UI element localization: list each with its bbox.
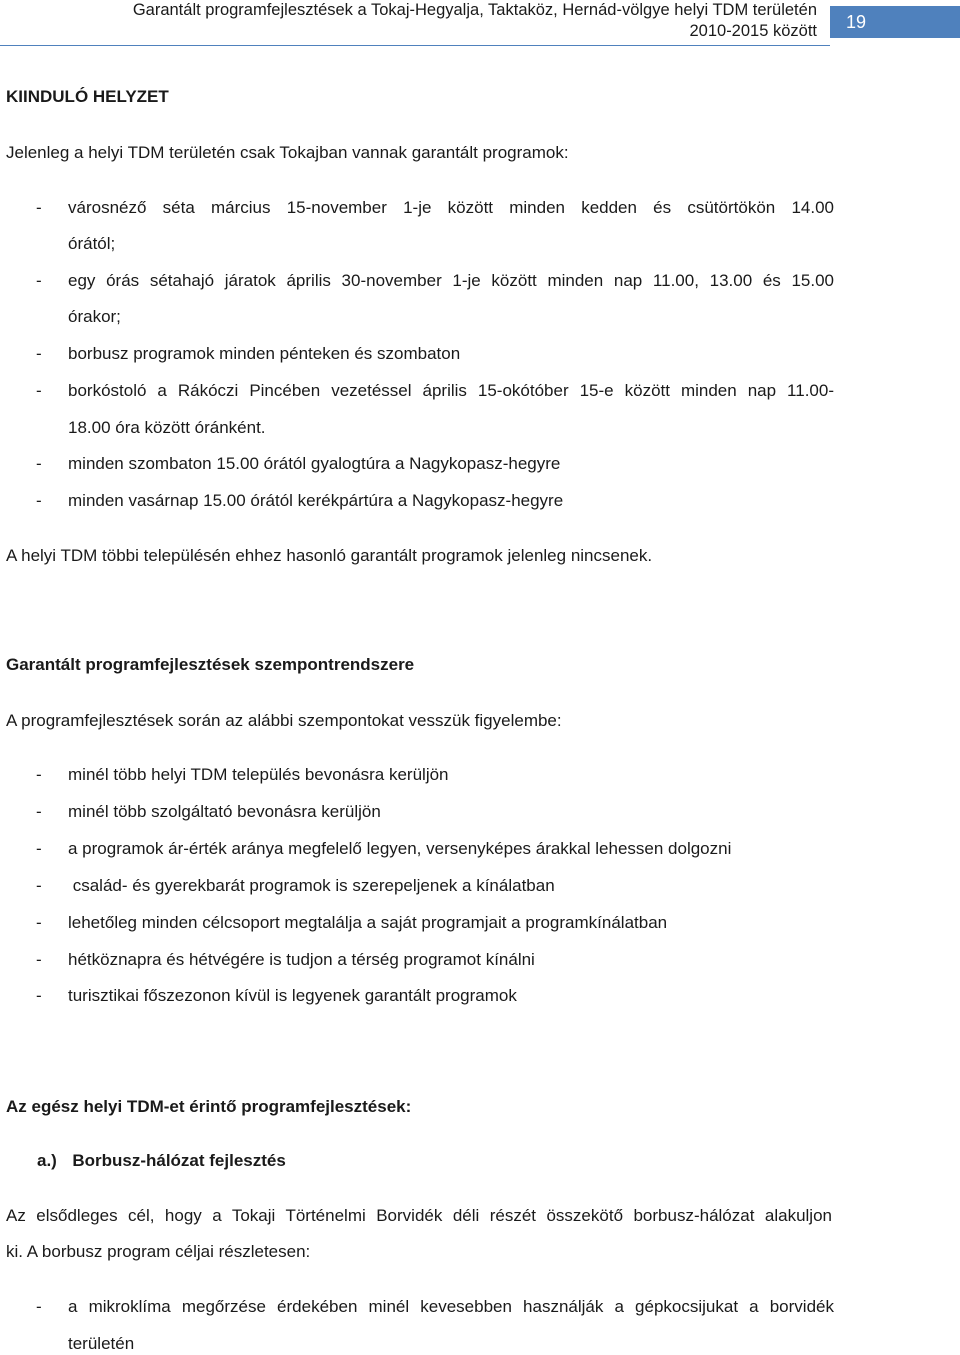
list-dash: -: [36, 198, 42, 217]
list-item-text: turisztikai főszezonon kívül is legyenek garantált programok: [68, 986, 517, 1005]
list-dash: -: [36, 271, 42, 290]
list-item-continuation: területén: [68, 1334, 135, 1353]
list-item-text: városnéző séta március 15-november 1-je között minden kedden és csütörtökön 14.00: [68, 198, 834, 217]
subsection-marker: a.): [37, 1151, 57, 1170]
list-item-text: minden szombaton 15.00 órától gyalogtúra a Nagykopasz-hegyre: [68, 454, 561, 473]
subsection-title: Borbusz-hálózat fejlesztés: [72, 1151, 286, 1170]
page-number: 19: [830, 6, 960, 38]
list-item-text: család- és gyerekbarát programok is szerepeljenek a kínálatban: [68, 876, 555, 895]
list-dash: -: [36, 986, 42, 1005]
list-dash: -: [36, 491, 42, 510]
list-item-text: egy órás sétahajó járatok április 30-november 1-je között minden nap 11.00, 13.00 és 15.00: [68, 271, 834, 290]
list-item-text: hétköznapra és hétvégére is tudjon a térség programot kínálni: [68, 950, 535, 969]
section2-intro: A programfejlesztések során az alábbi szempontokat vesszük figyelembe:: [6, 711, 562, 730]
subsection-heading: [37, 1150, 286, 1172]
list-dash: -: [36, 344, 42, 363]
list-item-text: lehetőleg minden célcsoport megtalálja a saját programjait a programkínálatban: [68, 913, 668, 932]
list-dash: -: [36, 454, 42, 473]
list-item-text: minden vasárnap 15.00 órától kerékpártúra a Nagykopasz-hegyre: [68, 491, 564, 510]
section-heading-kiindulo: KIINDULÓ HELYZET: [6, 87, 169, 106]
header-period: 2010-2015 között: [689, 22, 817, 40]
list-item-text: a mikroklíma megőrzése érdekében minél kevesebben használják a gépkocsijukat a borvidék: [68, 1297, 834, 1316]
header-title: Garantált programfejlesztések a Tokaj-Hegyalja, Taktaköz, Hernád-völgye helyi TDM területén: [132, 1, 817, 19]
section1-intro: Jelenleg a helyi TDM területén csak Tokajban vannak garantált programok:: [6, 143, 569, 162]
list-item-text: a programok ár-érték aránya megfelelő legyen, versenyképes árakkal lehessen dolgozni: [68, 839, 732, 858]
list-item-continuation: órakor;: [68, 307, 121, 326]
running-header: [133, 0, 817, 42]
section1-closing: A helyi TDM többi településén ehhez hasonló garantált programok jelenleg nincsenek.: [6, 546, 653, 565]
list-item-continuation: 18.00 óra között óránként.: [68, 418, 266, 437]
list-dash: -: [36, 913, 42, 932]
list-item-text: borbusz programok minden pénteken és szombaton: [68, 344, 461, 363]
list-item-text: minél több helyi TDM település bevonásra kerüljön: [68, 765, 449, 784]
list-item-text: borkóstoló a Rákóczi Pincében vezetéssel április 15-okótóber 15-e között minden nap 11.00-: [68, 381, 834, 400]
list-dash: -: [36, 802, 42, 821]
list-dash: -: [36, 839, 42, 858]
list-dash: -: [36, 1297, 42, 1316]
section3-paragraph-line2: ki. A borbusz program céljai részletesen:: [6, 1242, 311, 1261]
list-dash: -: [36, 765, 42, 784]
list-dash: -: [36, 381, 42, 400]
list-dash: -: [36, 876, 42, 895]
section3-paragraph-line1: Az elsődleges cél, hogy a Tokaji Történelmi Borvidék déli részét összekötő borbusz-hálózat alakuljon: [6, 1206, 832, 1225]
list-item-text: minél több szolgáltató bevonásra kerüljön: [68, 802, 381, 821]
list-item-continuation: órától;: [68, 234, 116, 253]
section-heading-szempontrendszer: Garantált programfejlesztések szempontrendszere: [6, 655, 415, 674]
section-heading-egesz-tdm: Az egész helyi TDM-et érintő programfejlesztések:: [6, 1097, 412, 1116]
header-divider: [0, 45, 830, 46]
list-dash: -: [36, 950, 42, 969]
